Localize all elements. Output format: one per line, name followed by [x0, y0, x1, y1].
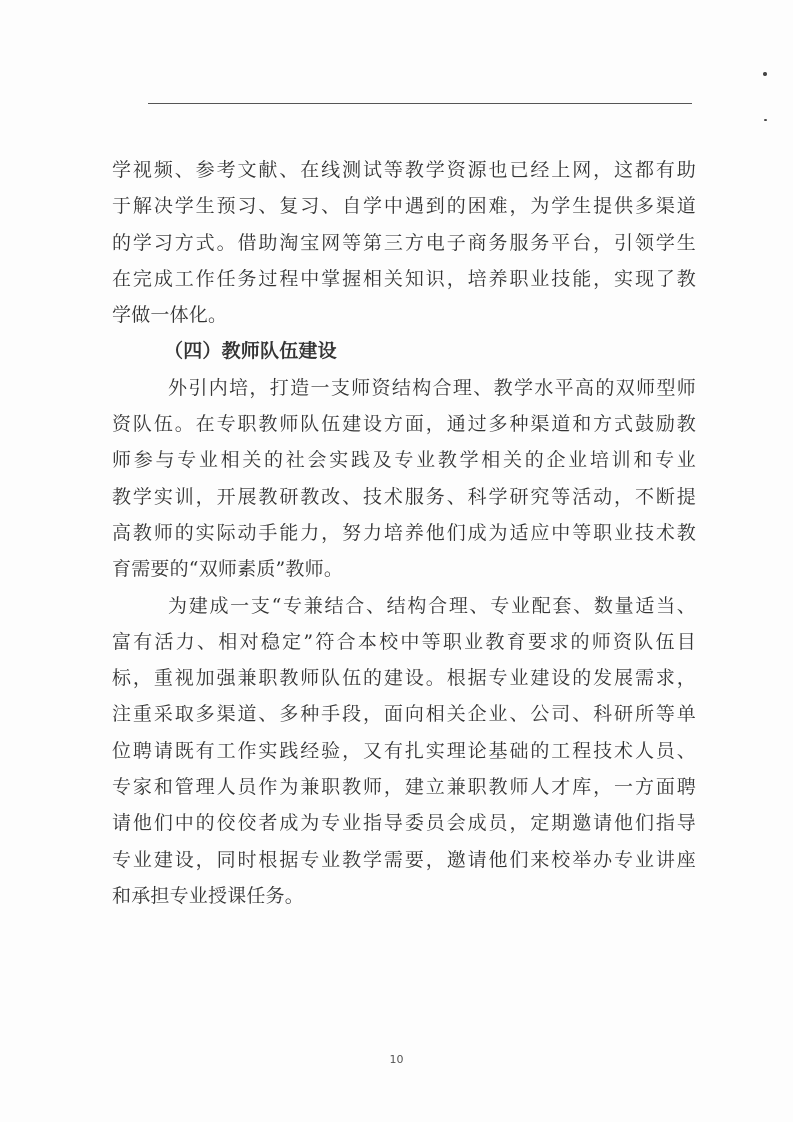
text-line: 标，重视加强兼职教师队伍的建设。根据专业建设的发展需求， [112, 667, 696, 690]
paragraph-continuation [112, 152, 696, 333]
page-number: 10 [389, 1053, 404, 1066]
text-line: 教学实训，开展教研教改、技术服务、科学研究等活动，不断提 [112, 485, 696, 508]
text-line: 学视频、参考文献、在线测试等教学资源也已经上网，这都有助 [112, 159, 696, 181]
text-line: 位聘请既有工作实践经验，又有扎实理论基础的工程技术人员、 [112, 739, 696, 762]
text-line: 育需要的“双师素质”教师。 [112, 558, 344, 581]
text-line: 资队伍。在专职教师队伍建设方面，通过多种渠道和方式鼓励教 [112, 413, 696, 436]
text-line: 为建成一支“专兼结合、结构合理、专业配套、数量适当、 [168, 594, 696, 617]
text-line: 于解决学生预习、复习、自学中遇到的困难，为学生提供多渠道 [112, 195, 696, 218]
text-line: 高教师的实际动手能力，努力培养他们成为适应中等职业技术教 [112, 521, 696, 544]
paragraph [112, 370, 696, 588]
section-heading-text: （四）教师队伍建设 [164, 340, 337, 363]
text-line: 和承担专业授课任务。 [112, 884, 305, 907]
text-line: 专家和管理人员作为兼职教师，建立兼职教师人才库，一方面聘 [112, 776, 696, 799]
text-line: 请他们中的佼佼者成为专业指导委员会成员，定期邀请他们指导 [112, 812, 696, 835]
scan-speck [763, 72, 767, 76]
body-text [112, 152, 696, 914]
text-line: 学做一体化。 [112, 304, 228, 327]
text-line: 师参与专业相关的社会实践及专业教学相关的企业培训和专业 [112, 449, 696, 472]
text-line: 注重采取多渠道、多种手段，面向相关企业、公司、科研所等单 [112, 703, 696, 726]
text-line: 在完成工作任务过程中掌握相关知识，培养职业技能，实现了教 [112, 267, 696, 290]
text-line: 的学习方式。借助淘宝网等第三方电子商务服务平台，引领学生 [112, 231, 696, 254]
scan-speck [764, 119, 767, 121]
text-line: 外引内培，打造一支师资结构合理、教学水平高的双师型师 [168, 376, 696, 399]
header-rule [148, 103, 692, 104]
text-line: 富有活力、相对稳定”符合本校中等职业教育要求的师资队伍目 [112, 630, 696, 653]
section-heading [112, 333, 696, 369]
text-line: 专业建设，同时根据专业教学需要，邀请他们来校举办专业讲座 [112, 848, 696, 871]
paragraph [112, 588, 696, 915]
